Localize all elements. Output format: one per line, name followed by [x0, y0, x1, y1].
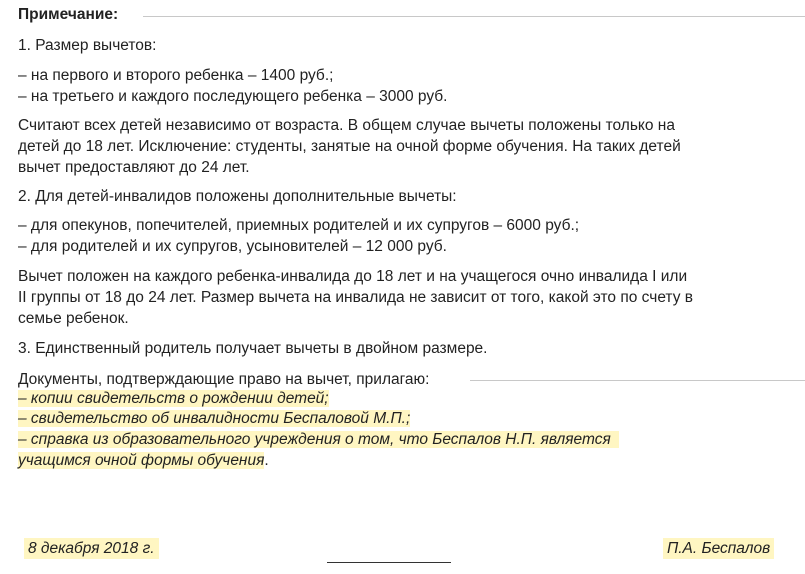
document-item-text: – свидетельство об инвалидности Беспаловой М.П.; — [18, 410, 411, 427]
document-item: учащимся очной формы обучения. — [18, 452, 269, 469]
signature-date: 8 декабря 2018 г. — [24, 538, 159, 559]
documents-divider — [470, 380, 805, 381]
document-item-text: учащимся очной формы обучения — [18, 452, 265, 469]
deduction-item: – на первого и второго ребенка – 1400 руб.; — [18, 67, 334, 84]
deduction-size-heading: 1. Размер вычетов: — [18, 37, 157, 54]
document-item-text: – копии свидетельств о рождении детей; — [18, 390, 329, 407]
deduction-item: – на третьего и каждого последующего ребенка – 3000 руб. — [18, 88, 448, 105]
paragraph-line: семье ребенок. — [18, 310, 129, 327]
paragraph-line: детей до 18 лет. Исключение: студенты, занятые на очной форме обучения. На таких детей — [18, 138, 681, 155]
signature-line — [327, 562, 451, 563]
paragraph-line: II группы от 18 до 24 лет. Размер вычета на инвалида не зависит от того, какой это по счету в — [18, 289, 693, 306]
paragraph-line: Вычет положен на каждого ребенка-инвалида до 18 лет и на учащегося очно инвалида I или — [18, 268, 688, 285]
disabled-children-heading: 2. Для детей-инвалидов положены дополнительные вычеты: — [18, 188, 457, 205]
deduction-item: – для опекунов, попечителей, приемных родителей и их супругов – 6000 руб.; — [18, 217, 580, 234]
note-title: Примечание: — [18, 6, 119, 23]
deduction-item: – для родителей и их супругов, усыновителей – 12 000 руб. — [18, 238, 447, 255]
documents-intro: Документы, подтверждающие право на вычет, прилагаю: — [18, 371, 430, 388]
paragraph-line: Считают всех детей независимо от возраста. В общем случае вычеты положены только на — [18, 117, 675, 134]
signature-name: П.А. Беспалов — [663, 538, 774, 559]
document-item — [18, 408, 410, 429]
document-item — [18, 388, 329, 409]
single-parent-heading: 3. Единственный родитель получает вычеты в двойном размере. — [18, 340, 488, 357]
document-item-text: – справка из образовательного учреждения о том, что Беспалов Н.П. является — [18, 431, 619, 448]
paragraph-line: вычет предоставляют до 24 лет. — [18, 159, 250, 176]
document-item — [18, 429, 619, 450]
title-divider — [143, 16, 805, 17]
